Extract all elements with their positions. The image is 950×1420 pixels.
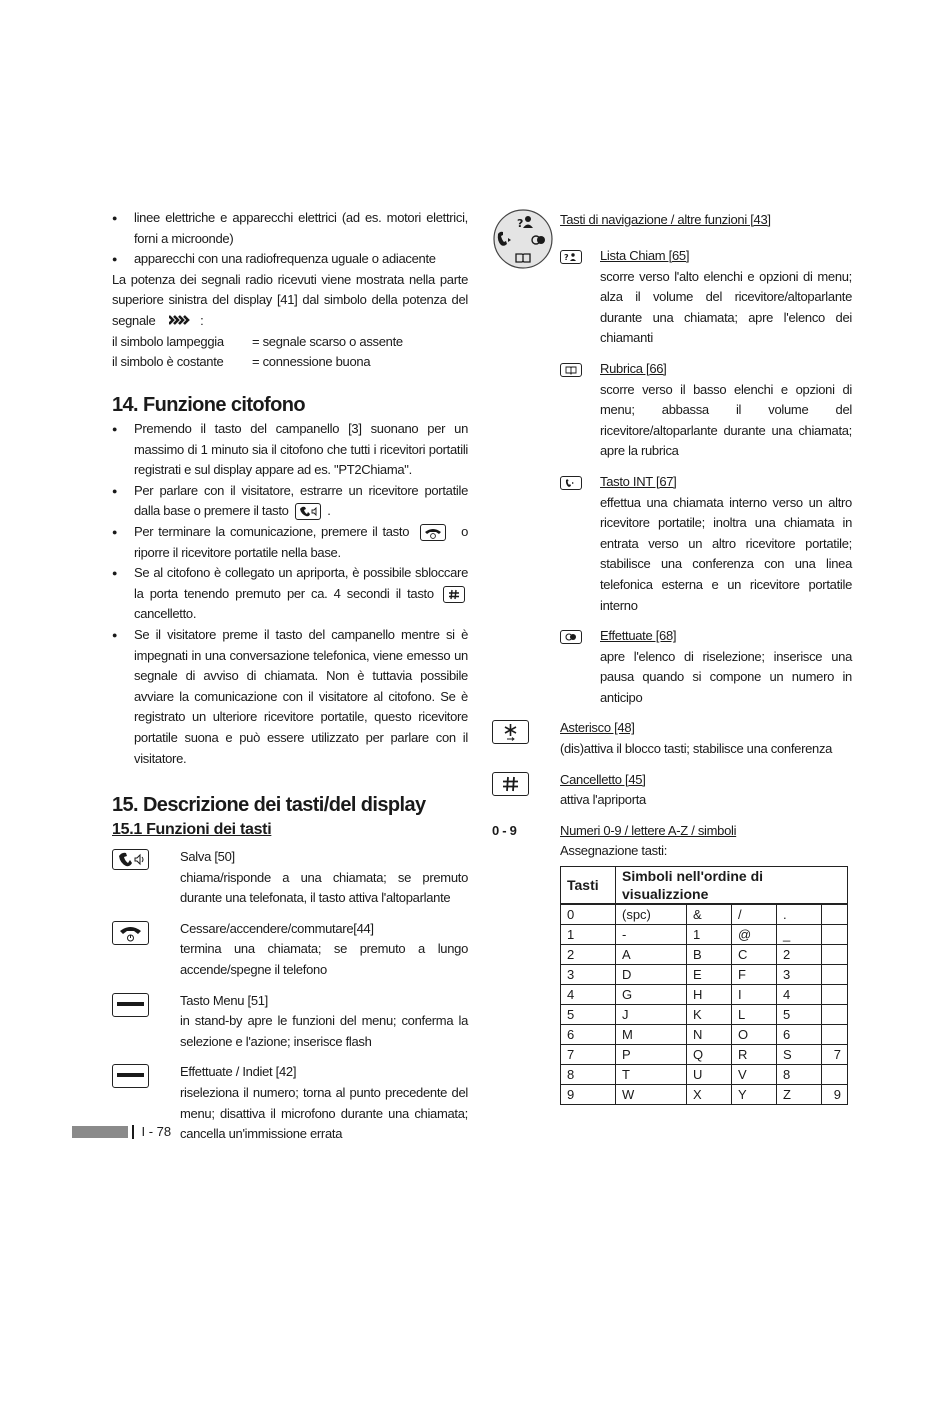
key-entry-text — [180, 847, 468, 909]
key-desc: termina una chiamata; se premuto a lungo accende/spegne il telefono — [180, 941, 468, 978]
nav-item-icon-cell — [560, 626, 600, 708]
table-row — [561, 985, 848, 1005]
key-entry-text — [180, 991, 468, 1053]
signal-strength-icon — [169, 311, 193, 332]
table-symbol-cell: 7 — [822, 1045, 848, 1065]
table-symbol-cell: 3 — [777, 965, 822, 985]
navigation-pad-icon — [492, 208, 554, 275]
table-key-cell: 9 — [561, 1085, 616, 1105]
nav-item-int — [560, 472, 852, 616]
intercom-bullet-2-tail: . — [327, 503, 331, 519]
table-symbol-cell: & — [687, 904, 732, 925]
table-symbol-cell: H — [687, 985, 732, 1005]
table-symbol-cell: I — [732, 985, 777, 1005]
digits-key-label: 0 - 9 — [492, 822, 517, 838]
nav-item-name: Tasto INT [67] — [600, 473, 677, 489]
table-row — [561, 1045, 848, 1065]
nav-keys-title: Tasti di navigazione / altre funzioni [43] — [560, 212, 771, 227]
end-call-power-key-icon — [112, 921, 149, 945]
phonebook-key-icon — [560, 363, 582, 377]
key-entry-menu — [112, 991, 468, 1053]
hash-key-large-icon — [492, 772, 529, 796]
table-key-cell: 7 — [561, 1045, 616, 1065]
key-entry-text — [560, 821, 852, 862]
menu-softkey-icon — [112, 993, 149, 1017]
nav-item-name: Effettuate [68] — [600, 628, 677, 644]
table-header-cell: Simboli nell'ordine di visualizzione — [616, 867, 848, 905]
asterisk-key-icon — [492, 720, 529, 744]
signal-paragraph-tail: : — [200, 312, 204, 328]
nav-item-desc: scorre verso l'alto elenchi e opzioni di menu; alza il volume del ricevitore/altoparlante durante una chiamata; apre l'elenco dei chiamanti — [600, 268, 852, 346]
table-symbol-cell: C — [732, 945, 777, 965]
table-row — [561, 904, 848, 925]
table-symbol-cell: L — [732, 1005, 777, 1025]
signal-row-label: il simbolo lampeggia — [112, 333, 224, 349]
nav-item-icon-cell — [560, 472, 600, 616]
key-entry-save — [112, 847, 468, 909]
table-row — [561, 945, 848, 965]
table-symbol-cell — [822, 904, 848, 925]
key-entry-icon-cell — [112, 991, 180, 1053]
table-key-cell: 0 — [561, 904, 616, 925]
nav-item-name: Rubrica [66] — [600, 360, 667, 376]
table-key-cell: 2 — [561, 945, 616, 965]
key-desc: (dis)attiva il blocco tasti; stabilisce una conferenza — [560, 741, 833, 757]
nav-item-desc: effettua una chiamata interno verso un altro ricevitore portatile; inoltra una chiamata in entrata verso un altro ricevitore portatile; stabilisce una conferenza con una linea telefonica esterna e un ricevitore portatile interno — [600, 494, 852, 613]
page-number: I - 78 — [141, 1124, 172, 1139]
nav-item-text — [600, 472, 852, 616]
signal-row-label: il simbolo è costante — [112, 354, 224, 370]
table-symbol-cell: 1 — [687, 925, 732, 945]
key-entry-icon-cell — [492, 770, 560, 811]
key-entry-icon-cell — [492, 718, 560, 759]
hash-key-icon — [443, 586, 465, 603]
table-row — [561, 1005, 848, 1025]
key-desc: attiva l'apriporta — [560, 792, 646, 808]
table-symbol-cell — [822, 985, 848, 1005]
table-key-cell: 5 — [561, 1005, 616, 1025]
table-symbol-cell: T — [616, 1065, 687, 1085]
nav-item-desc: apre l'elenco di riselezione; inserisce una pausa quando si compone un numero in anticipo — [600, 648, 852, 705]
table-symbol-cell: S — [777, 1045, 822, 1065]
table-symbol-cell: A — [616, 945, 687, 965]
key-name: Cessare/accendere/commutare[44] — [180, 920, 374, 936]
table-key-cell: 3 — [561, 965, 616, 985]
footer-separator — [132, 1125, 134, 1139]
key-entry-end — [112, 919, 468, 981]
table-symbol-cell: 6 — [777, 1025, 822, 1045]
nav-item-phonebook — [560, 359, 852, 462]
nav-item-desc: scorre verso il basso elenchi e opzioni di menu; abbassa il volume del ricevitore/altoparlante durante una chiamata; apre la rubrica — [600, 381, 852, 459]
intercom-bullet-2-text: Per parlare con il visitatore, estrarre un ricevitore portatile dalla base o premere il tasto — [134, 482, 468, 519]
signal-paragraph-text: La potenza dei segnali radio ricevuti viene mostrata nella parte superiore sinistra del display [41] dal simbolo della potenza del segnale — [112, 271, 468, 328]
table-symbol-cell — [822, 965, 848, 985]
table-body — [561, 904, 848, 1105]
intercom-bullet-2 — [112, 481, 468, 522]
table-row — [561, 925, 848, 945]
key-entry-text — [560, 770, 852, 811]
nav-item-text — [600, 626, 852, 708]
int-key-icon — [560, 476, 582, 490]
nav-item-icon-cell — [560, 359, 600, 462]
key-name: Tasto Menu [51] — [180, 992, 268, 1008]
table-symbol-cell: Z — [777, 1085, 822, 1105]
intro-bullet-1: ● linee elettriche e apparecchi elettrici (ad es. motori elettrici, forni a microonde) — [112, 208, 468, 249]
table-key-cell: 8 — [561, 1065, 616, 1085]
key-entry-hash — [492, 770, 852, 811]
table-key-cell: 6 — [561, 1025, 616, 1045]
table-symbol-cell: E — [687, 965, 732, 985]
table-symbol-cell: @ — [732, 925, 777, 945]
intercom-bullet-4-text: Se al citofono è collegato un apriporta, è possibile sbloccare la porta tenendo premuto per ca. 4 secondi il tasto — [134, 565, 468, 601]
section-15-1-subtitle: 15.1 Funzioni dei tasti — [112, 821, 272, 839]
page-footer — [72, 1124, 171, 1139]
section-15-title: 15. Descrizione dei tasti/del display — [112, 794, 426, 817]
nav-items — [492, 246, 852, 708]
table-symbol-cell: M — [616, 1025, 687, 1045]
intercom-bullet-4-tail: cancelletto. — [134, 606, 197, 622]
key-entry-text — [560, 718, 852, 759]
signal-row-constant — [112, 352, 468, 373]
table-row — [561, 1025, 848, 1045]
intercom-bullet-4 — [112, 563, 468, 625]
key-name: Cancelletto [45] — [560, 771, 646, 787]
table-header-cell: Tasti — [561, 867, 616, 905]
signal-row-blinking — [112, 332, 468, 353]
table-symbol-cell: 5 — [777, 1005, 822, 1025]
table-symbol-cell: P — [616, 1045, 687, 1065]
table-symbol-cell: K — [687, 1005, 732, 1025]
table-symbol-cell: 8 — [777, 1065, 822, 1085]
key-entry-icon-cell — [112, 847, 180, 909]
key-name: Effettuate / Indiet [42] — [180, 1064, 297, 1080]
table-symbol-cell: G — [616, 985, 687, 1005]
intercom-bullet-1: ● Premendo il tasto del campanello [3] suonano per un massimo di 1 minuto sia il citofono che tutti i ricevitori portatili registrati e sul display appare ad es. "PT2Chiama". — [112, 419, 468, 481]
table-symbol-cell: D — [616, 965, 687, 985]
table-header-row — [561, 867, 848, 905]
table-symbol-cell: R — [732, 1045, 777, 1065]
table-symbol-cell: / — [732, 904, 777, 925]
table-symbol-cell: O — [732, 1025, 777, 1045]
key-assignment-table — [560, 866, 848, 1105]
table-symbol-cell: V — [732, 1065, 777, 1085]
svg-text:?: ? — [564, 252, 569, 262]
table-row — [561, 1085, 848, 1105]
table-symbol-cell: _ — [777, 925, 822, 945]
talk-key-icon — [295, 503, 321, 520]
section-14-title: 14. Funzione citofono — [112, 394, 305, 417]
table-symbol-cell: 9 — [822, 1085, 848, 1105]
call-list-key-icon — [560, 250, 582, 264]
nav-item-text — [600, 359, 852, 462]
key-name: Salva [50] — [180, 849, 235, 865]
key-desc: Assegnazione tasti: — [560, 843, 668, 859]
back-softkey-icon — [112, 1064, 149, 1088]
table-symbol-cell: Y — [732, 1085, 777, 1105]
table-key-cell: 4 — [561, 985, 616, 1005]
table-symbol-cell — [822, 1065, 848, 1085]
end-call-key-icon — [420, 524, 446, 541]
signal-row-value: = segnale scarso o assente — [252, 333, 403, 349]
table-symbol-cell: (spc) — [616, 904, 687, 925]
intercom-bullet-3-text: Per terminare la comunicazione, premere il tasto — [134, 523, 410, 539]
table-symbol-cell — [822, 1025, 848, 1045]
table-row — [561, 965, 848, 985]
svg-text:?: ? — [517, 217, 524, 230]
key-entry-text — [180, 919, 468, 981]
table-symbol-cell — [822, 1005, 848, 1025]
signal-row-value: = connessione buona — [252, 354, 371, 370]
nav-item-redial — [560, 626, 852, 708]
key-desc: in stand-by apre le funzioni del menu; conferma la selezione e l'azione; inserisce flash — [180, 1013, 468, 1049]
key-entry-text — [180, 1062, 468, 1144]
key-desc: riseleziona il numero; torna al punto precedente del menu; disattiva il microfono durante una chiamata; cancella un'immissione errata — [180, 1085, 468, 1142]
key-name: Asterisco [48] — [560, 720, 635, 736]
intercom-bullet-3 — [112, 522, 468, 563]
table-symbol-cell: N — [687, 1025, 732, 1045]
table-symbol-cell: U — [687, 1065, 732, 1085]
table-symbol-cell: . — [777, 904, 822, 925]
call-speaker-key-icon — [112, 849, 149, 870]
intercom-bullet-3-tail: o riporre il ricevitore portatile nella base. — [134, 523, 468, 560]
nav-item-name: Lista Chiam [65] — [600, 248, 690, 263]
table-row — [561, 1065, 848, 1085]
redial-key-icon — [560, 630, 582, 644]
table-symbol-cell: - — [616, 925, 687, 945]
table-symbol-cell: B — [687, 945, 732, 965]
table-symbol-cell — [822, 925, 848, 945]
key-name: Numeri 0-9 / lettere A-Z / simboli — [560, 822, 737, 838]
table-symbol-cell: X — [687, 1085, 732, 1105]
nav-header — [492, 208, 852, 274]
table-symbol-cell: W — [616, 1085, 687, 1105]
left-column — [112, 208, 468, 1145]
table-symbol-cell: 2 — [777, 945, 822, 965]
table-symbol-cell: F — [732, 965, 777, 985]
table-symbol-cell: J — [616, 1005, 687, 1025]
table-key-cell: 1 — [561, 925, 616, 945]
signal-paragraph — [112, 270, 468, 332]
footer-bar — [72, 1126, 128, 1138]
intro-bullet-2: ● apparecchi con una radiofrequenza uguale o adiacente — [112, 249, 468, 270]
key-desc: chiama/risponde a una chiamata; se premuto durante una telefonata, il tasto attiva l'altoparlante — [180, 869, 468, 906]
table-symbol-cell — [822, 945, 848, 965]
intercom-bullet-5: ● Se il visitatore preme il tasto del campanello mentre si è impegnati in una conversazione telefonica, viene emesso un segnale di avviso di chiamata. Non è tuttavia possibile avviare la comunicazione con il visitatore al citofono. Se è registrato un ulteriore ricevitore portatile, questo ricevitore portatile suona e può essere utilizzato per parlare con il visitatore. — [112, 625, 468, 769]
table-symbol-cell: Q — [687, 1045, 732, 1065]
key-entry-asterisk — [492, 718, 852, 759]
key-entry-digits — [492, 821, 852, 862]
table-symbol-cell: 4 — [777, 985, 822, 1005]
right-column — [492, 208, 852, 1105]
key-entry-icon-cell — [112, 919, 180, 981]
